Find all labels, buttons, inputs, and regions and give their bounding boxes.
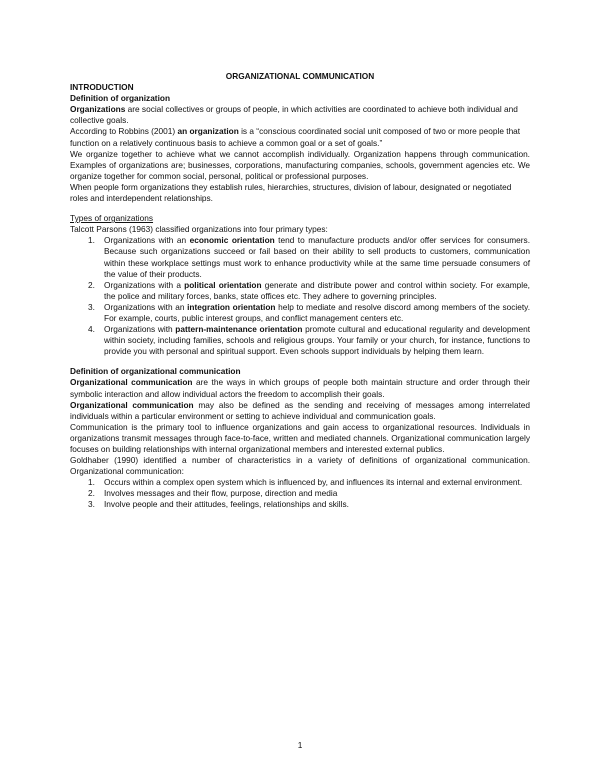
comm-paragraph-1: Organizational communication are the ways in which groups of people both maintain structure and order through their symbolic interaction and allow individual actors the freedom to accomplish their goals. xyxy=(70,377,530,399)
types-heading: Types of organizations xyxy=(70,213,154,224)
org-paragraph-2: According to Robbins (2001) an organization is a “conscious coordinated social unit composed of two or more people that function on a relatively continuous basis to achieve a common goal or a set of goals.” xyxy=(70,126,521,148)
comm-paragraph-3: Communication is the primary tool to influence organizations and gain access to organizational resources. Individuals in organizations transmit messages through face-to-face, written and mediated channels. Organizational communication largely focuses on building relationships with internal organizational members and interested external publics. xyxy=(70,421,530,454)
types-intro: Talcott Parsons (1963) classified organizations into four primary types: xyxy=(70,224,328,235)
characteristics-list xyxy=(70,477,530,510)
comm-paragraph-2: Organizational communication may also be defined as the sending and receiving of messages among interrelated individuals within a particular environment or setting to achieve individual and communication goals. xyxy=(70,399,531,421)
intro-heading: INTRODUCTION xyxy=(70,82,134,93)
org-term: Organizations xyxy=(70,104,126,115)
org-paragraph-1: Organizations are social collectives or groups of people, in which activities are coordinated to achieve both individual and collective goals. xyxy=(70,104,518,126)
document-title: ORGANIZATIONAL COMMUNICATION xyxy=(225,71,375,81)
list-item: 2. Organizations with a political orientation generate and distribute power and control within society. For example, the police and military forces, banks, state offices etc. They adhere to governing principles. xyxy=(88,279,530,301)
page-number: 1 xyxy=(297,740,303,750)
list-item: 1. Occurs within a complex open system which is influenced by, and influences its internal and external environment. xyxy=(88,477,523,488)
list-item: 3. Organizations with an integration orientation help to mediate and resolve discord among members of the society. For example, courts, public interest groups, and conflict management centers etc. xyxy=(88,301,530,323)
org-paragraph-4: When people form organizations they establish rules, hierarchies, structures, division of labour, designated or negotiated roles and interdependent relationships. xyxy=(70,181,512,204)
list-item: 2. Involves messages and their flow, purpose, direction and media xyxy=(88,488,338,499)
list-item: 1. Organizations with an economic orientation tend to manufacture products and/or offer services for consumers. Because such organizations succeed or fail based on their ability to sell products to customers, communication within these workplace settings must work to enhance productivity while at the same time persuade consumers of the value of their products. xyxy=(88,235,530,279)
document-body xyxy=(70,71,530,511)
types-list xyxy=(70,235,530,357)
def-communication-heading: Definition of organizational communication xyxy=(70,366,241,377)
list-item: 4. Organizations with pattern-maintenance orientation promote cultural and educational regularity and development within society, including families, schools and religious groups. Your family or your church, for instance, functions to provide you with personal and spiritual support. Even schools support individuals by helping them learn. xyxy=(88,324,531,357)
list-item: 3. Involve people and their attitudes, feelings, relationships and skills. xyxy=(88,499,349,510)
def-organization-heading: Definition of organization xyxy=(70,93,171,104)
comm-paragraph-4: Goldhaber (1990) identified a number of characteristics in a variety of definitions of organizational communication. Organizational communication: xyxy=(70,455,530,477)
org-paragraph-3: We organize together to achieve what we cannot accomplish individually. Organization happens through communication. Examples of organizations are; businesses, corporations, manufacturing companies, schools, government agencies etc. We organize together for common social, personal, political or professional purposes. xyxy=(70,148,530,181)
